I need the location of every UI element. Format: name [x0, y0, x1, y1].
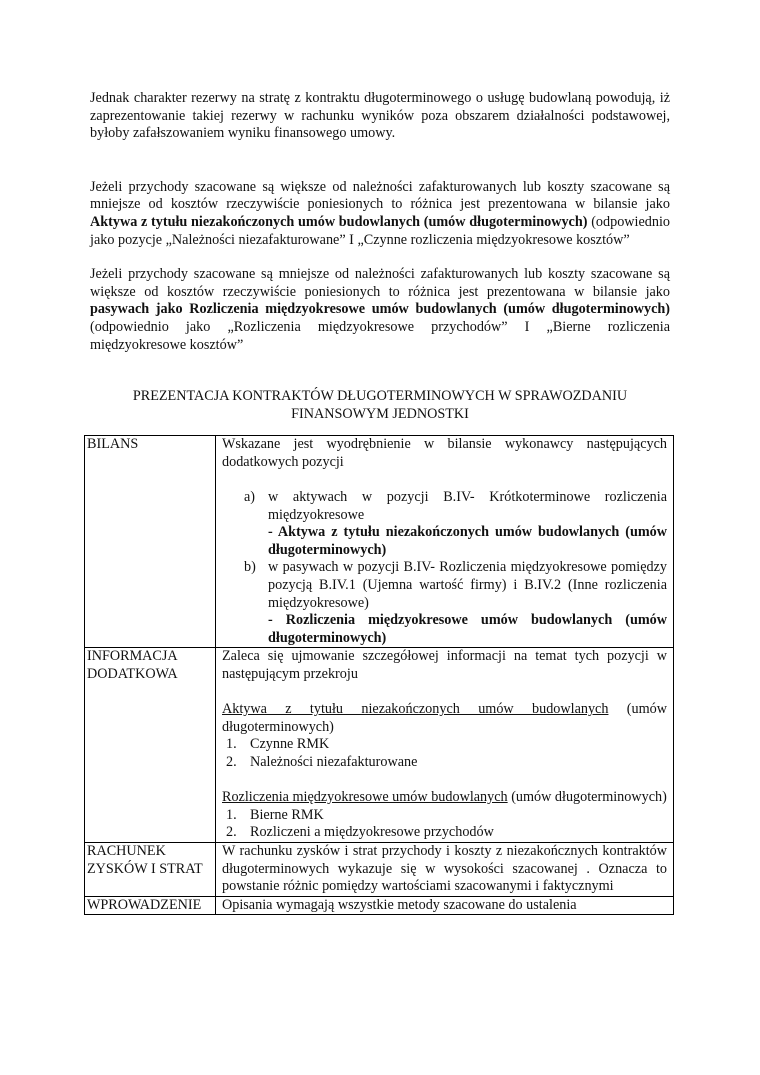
- paragraph-assets-text-2: (odpowiednio jako pozycje „Należności niezafakturowane” I „Czynne rozliczenia międzyokresowe kosztów”: [90, 213, 671, 248]
- info-rozliczenia-rest: (umów długoterminowych): [507, 789, 667, 806]
- list-item-bold: - Rozliczenia międzyokresowe umów budowlanych (umów długoterminowych): [268, 612, 667, 646]
- paragraph-assets: [90, 179, 670, 249]
- paragraph-liabilities-bold: pasywach jako Rozliczenia międzyokresowe umów budowlanych (umów długoterminowych): [90, 301, 670, 318]
- row-label-bilans: BILANS: [85, 436, 216, 648]
- list-marker: 1.: [226, 806, 237, 823]
- list-marker: 2.: [226, 754, 237, 770]
- info-aktywa-underlined: Aktywa z tytułu niezakończonych umów budowlanych: [222, 701, 609, 718]
- list-item-text: w aktywach w pozycji B.IV- Krótkoterminowe rozliczenia międzyokresowe: [268, 489, 667, 523]
- list-item-text: Rozliczeni a międzyokresowe przychodów: [250, 824, 494, 841]
- table-row-rachunek: [85, 842, 674, 896]
- paragraph-assets-bold: Aktywa z tytułu niezakończonych umów budowlanych (umów długoterminowych): [90, 213, 588, 230]
- list-marker: 2.: [226, 824, 237, 841]
- table-row-bilans: [85, 436, 674, 648]
- row-label-line: RACHUNEK: [87, 842, 166, 859]
- paragraph-liabilities: [90, 266, 670, 354]
- list-item-text: Bierne RMK: [250, 806, 324, 823]
- presentation-table: [84, 435, 674, 915]
- list-item: [226, 824, 667, 842]
- info-intro: Zaleca się ujmowanie szczegółowej informacji na temat tych pozycji w następującym przekroju: [222, 648, 667, 683]
- list-marker: 1.: [226, 736, 237, 753]
- row-content-rachunek: W rachunku zysków i strat przychody i koszty z niezakończnych kontraktów długoterminowych wykazuje się w wysokości szacowanej . Oznacza to powstanie różnic pomiędzy wartościami szacowanymi i faktycznymi: [216, 842, 674, 896]
- paragraph-assets-text-1: Jeżeli przychody szacowane są większe od należności zafakturowanych lub koszty szacowane są mniejsze od kosztów rzeczywiście poniesionych to różnica jest prezentowana w bilansie jako: [90, 178, 670, 213]
- row-label-wprowadzenie: WPROWADZENIE: [85, 896, 216, 915]
- table-row-info: [85, 648, 674, 843]
- list-marker: a): [244, 489, 256, 506]
- row-label-line: ZYSKÓW I STRAT: [87, 860, 203, 877]
- list-item-text: Należności niezafakturowane: [250, 754, 418, 770]
- row-label-line: INFORMACJA: [87, 648, 178, 665]
- info-rozliczenia-list: [222, 807, 667, 842]
- row-content-bilans: [216, 436, 674, 648]
- row-label-line: DODATKOWA: [87, 666, 178, 683]
- section-heading-line-1: PREZENTACJA KONTRAKTÓW DŁUGOTERMINOWYCH W SPRAWOZDANIU: [132, 388, 628, 405]
- list-item: [244, 489, 667, 559]
- info-aktywa-rest: (umów długoterminowych): [222, 701, 667, 735]
- info-aktywa-heading: [222, 701, 667, 736]
- list-marker: b): [244, 559, 256, 576]
- list-item-text: Czynne RMK: [250, 736, 330, 753]
- list-item: [226, 806, 667, 825]
- table-row-wprowadzenie: [85, 896, 674, 915]
- section-heading: [90, 388, 670, 423]
- bilans-intro: Wskazane jest wyodrębnienie w bilansie wykonawcy następujących dodatkowych pozycji: [222, 436, 667, 470]
- list-item-bold: - Aktywa z tytułu niezakończonych umów budowlanych (umów długoterminowych): [268, 524, 667, 558]
- info-aktywa-list: [222, 736, 667, 771]
- list-item: [226, 754, 667, 772]
- row-content-info: [216, 648, 674, 843]
- paragraph-reserve: Jednak charakter rezerwy na stratę z kontraktu długoterminowego o usługę budowlaną powodują, iż zaprezentowanie takiej rezerwy w rachunku wyników poza obszarem działalności podstawowej, byłoby zafałszowaniem wyniku finansowego umowy.: [90, 90, 670, 142]
- list-item-text: w pasywach w pozycji B.IV- Rozliczenia międzyokresowe pomiędzy pozycją B.IV.1 (Ujemna wartość firmy) i B.IV.2 (Inne rozliczenia międzyokresowe): [268, 559, 667, 611]
- list-item: [226, 736, 667, 754]
- row-label-rachunek: [85, 842, 216, 896]
- row-label-info: [85, 648, 216, 843]
- paragraph-liabilities-text-1: Jeżeli przychody szacowane są mniejsze od należności zafakturowanych lub koszty szacowane są większe od kosztów rzeczywiście poniesionych to różnica jest prezentowana w bilansie jako: [90, 266, 670, 300]
- paragraph-liabilities-text-2: (odpowiednio jako „Rozliczenia międzyokresowe przychodów” I „Bierne rozliczenia międzyokresowe kosztów”: [90, 318, 670, 353]
- list-item: [244, 559, 667, 647]
- info-rozliczenia-underlined: Rozliczenia międzyokresowe umów budowlanych: [222, 789, 508, 806]
- document-page: [87, 90, 671, 915]
- bilans-list: [222, 489, 667, 647]
- info-rozliczenia-heading: [222, 789, 667, 807]
- section-heading-line-2: FINANSOWYM JEDNOSTKI: [291, 405, 469, 422]
- row-content-wprowadzenie: Opisania wymagają wszystkie metody szacowane do ustalenia: [216, 896, 674, 915]
